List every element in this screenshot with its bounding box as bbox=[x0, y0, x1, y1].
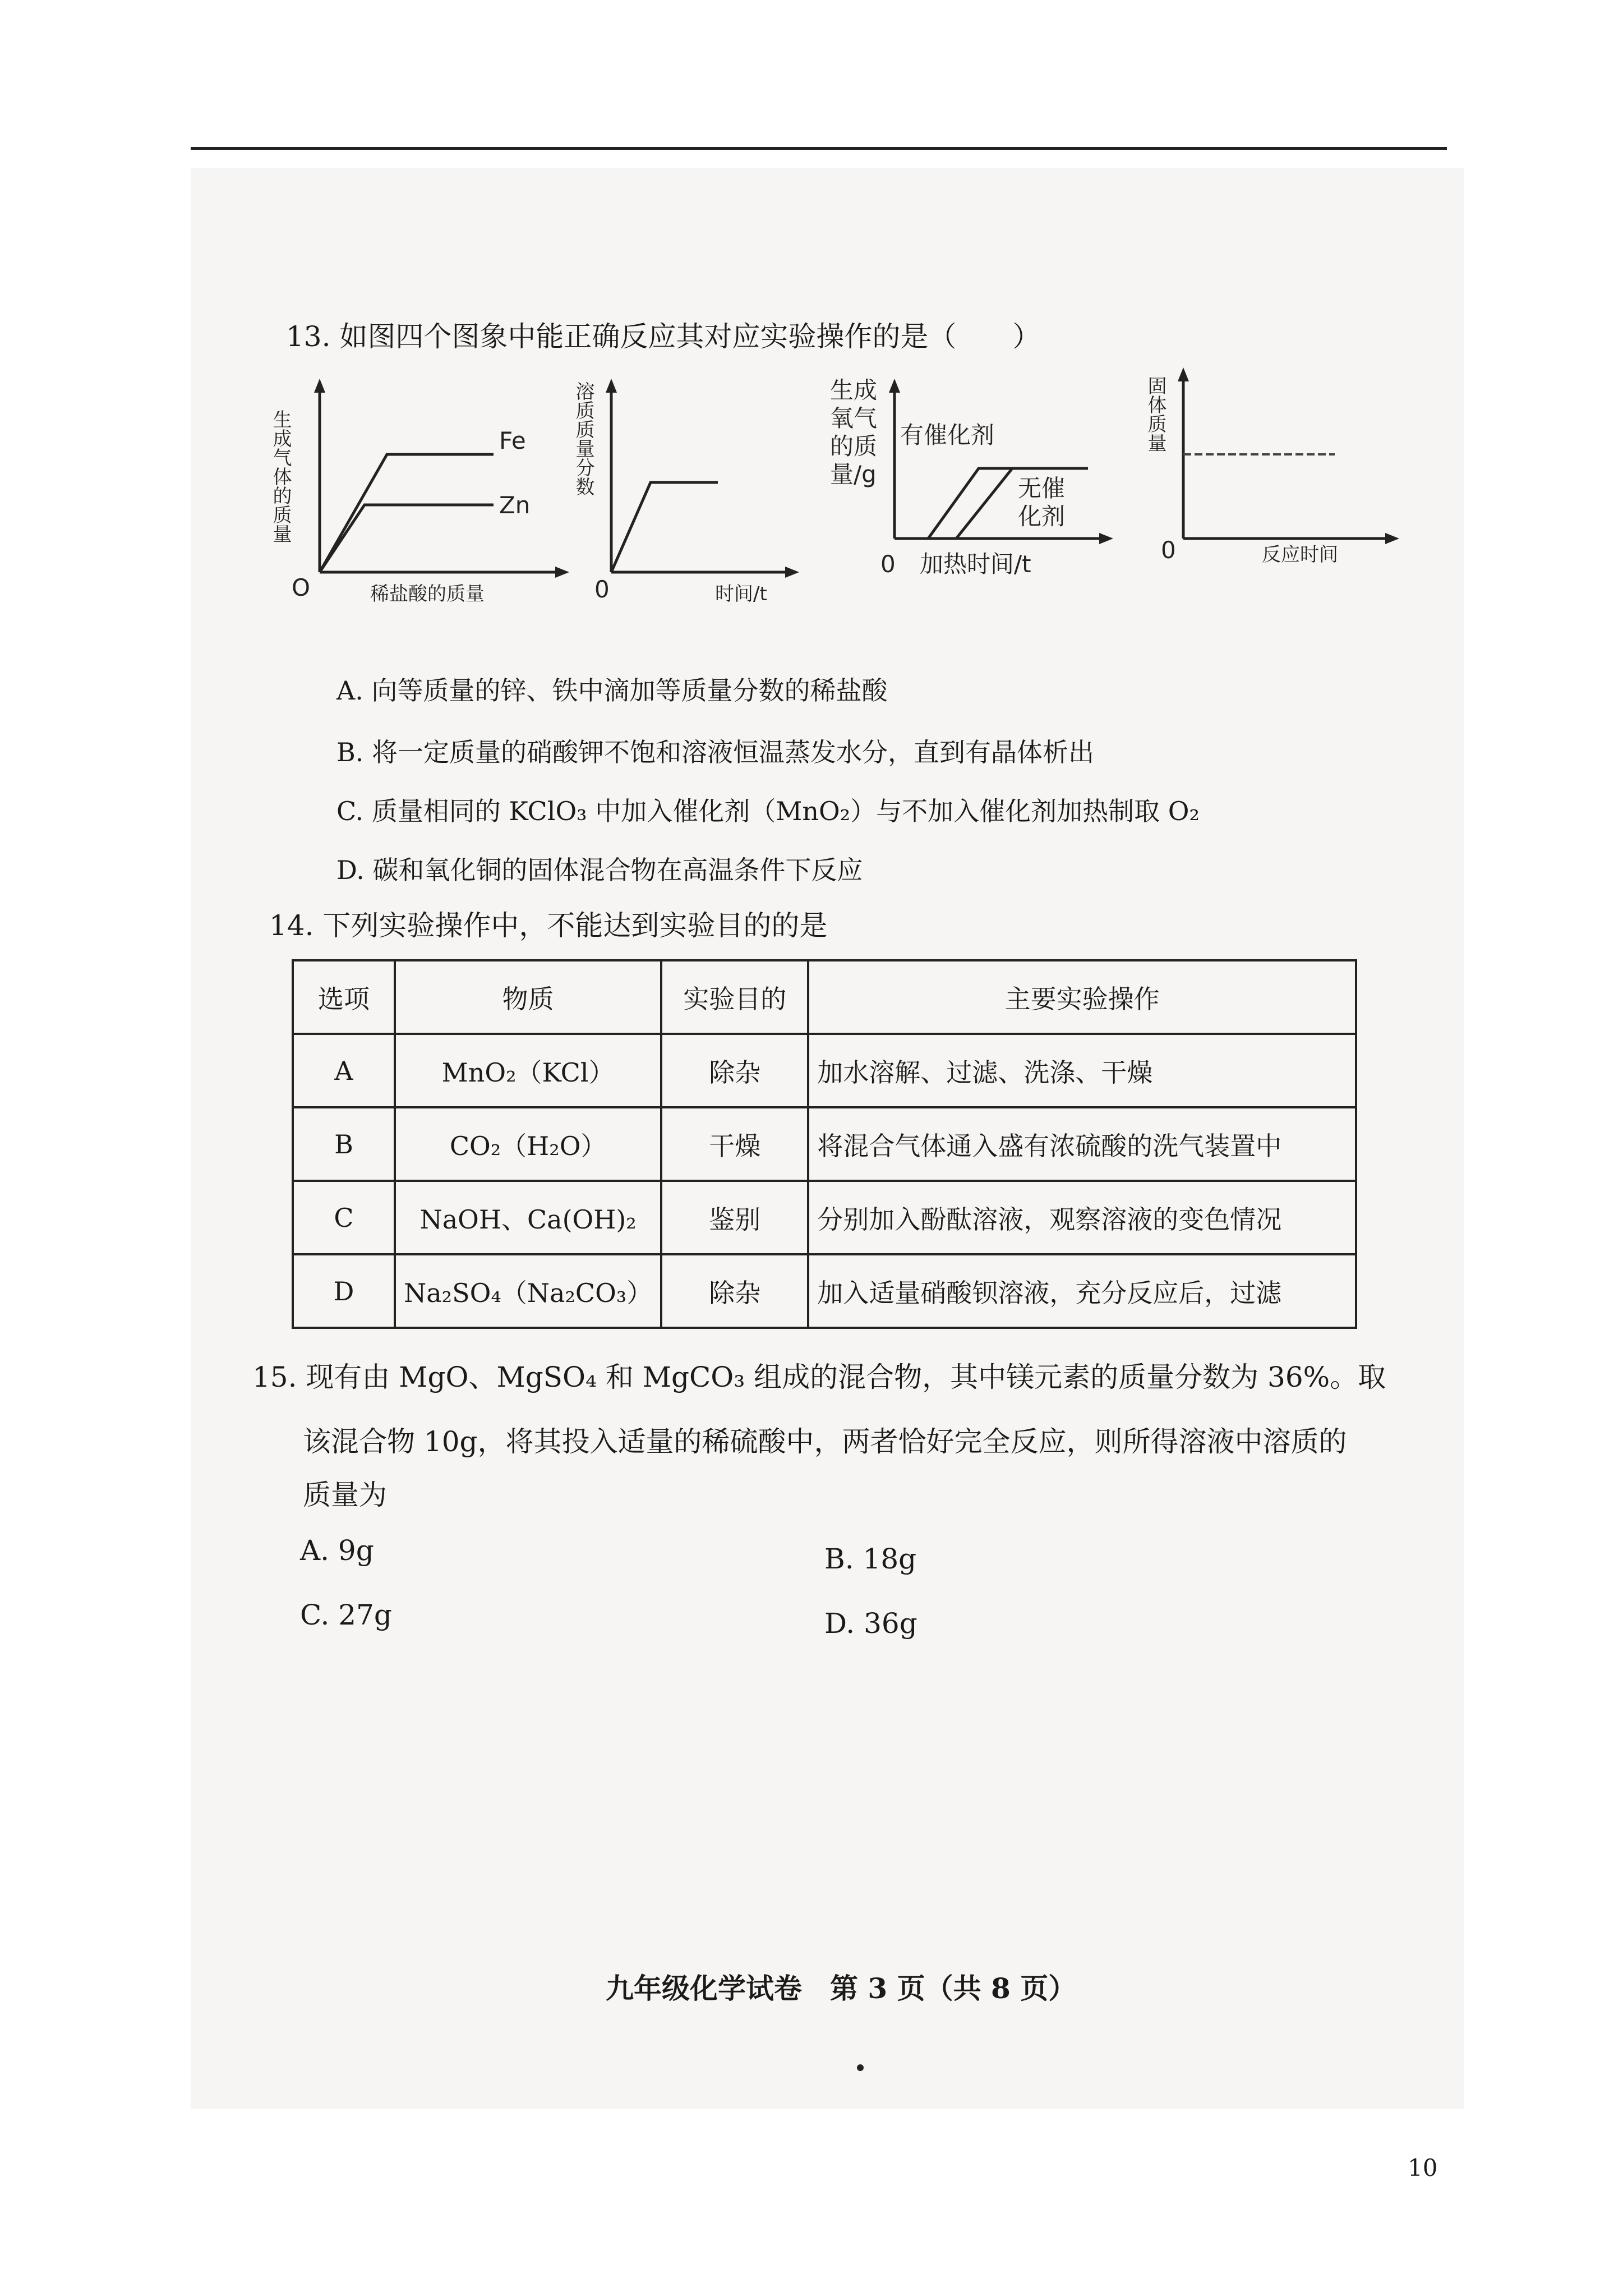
q15-line-3: 质量为 bbox=[303, 1479, 387, 1511]
graph3-ylabel-line-4: 量/g bbox=[830, 461, 877, 488]
graph3-origin: 0 bbox=[880, 550, 896, 578]
header-operation: 主要实验操作 bbox=[808, 960, 1356, 1034]
graph2-y-arrow-icon bbox=[606, 379, 617, 393]
row-b-substance: CO₂（H₂O） bbox=[395, 1107, 661, 1181]
graph3-y-arrow-icon bbox=[889, 379, 900, 393]
q13-stem: 13. 如图四个图象中能正确反应其对应实验操作的是（ ） bbox=[286, 320, 1041, 353]
table-row bbox=[293, 1034, 1356, 1107]
row-a-operation: 加水溶解、过滤、洗涤、干燥 bbox=[808, 1034, 1356, 1107]
graph3-no-catalyst-curve bbox=[956, 468, 1012, 539]
row-c-option: C bbox=[293, 1181, 395, 1254]
graph1-zn-curve bbox=[320, 505, 494, 572]
header-purpose: 实验目的 bbox=[661, 960, 808, 1034]
graph1-origin: O bbox=[292, 574, 311, 601]
q15-option-a: A. 9g bbox=[300, 1534, 374, 1567]
row-c-substance: NaOH、Ca(OH)₂ bbox=[395, 1181, 661, 1254]
graph1-xlabel: 稀盐酸的质量 bbox=[370, 583, 485, 605]
page-number: 10 bbox=[1408, 2154, 1438, 2182]
graph1-ylabel: 生成气体的质量 bbox=[269, 409, 292, 543]
q14-stem: 14. 下列实验操作中，不能达到实验目的的是 bbox=[269, 909, 828, 942]
graph2-ylabel: 溶质质量分数 bbox=[572, 381, 594, 496]
row-a-option: A bbox=[293, 1034, 395, 1107]
graph4-x-arrow-icon bbox=[1385, 533, 1399, 544]
row-b-operation: 将混合气体通入盛有浓硫酸的洗气装置中 bbox=[808, 1107, 1356, 1181]
q13-option-b: B. 将一定质量的硝酸钾不饱和溶液恒温蒸发水分，直到有晶体析出 bbox=[336, 737, 1095, 767]
graph2-curve bbox=[611, 482, 718, 572]
graph4-y-arrow-icon bbox=[1178, 367, 1189, 381]
q13-option-a: A. 向等质量的锌、铁中滴加等质量分数的稀盐酸 bbox=[336, 675, 888, 706]
q13-graph-4 bbox=[1144, 365, 1424, 569]
q13-graph-3 bbox=[824, 365, 1138, 608]
graph4-origin: 0 bbox=[1161, 536, 1176, 564]
header-option: 选项 bbox=[293, 960, 395, 1034]
table-row bbox=[293, 1254, 1356, 1328]
row-d-purpose: 除杂 bbox=[661, 1254, 808, 1328]
q15-option-b: B. 18g bbox=[824, 1543, 917, 1575]
q13-option-d: D. 碳和氧化铜的固体混合物在高温条件下反应 bbox=[336, 855, 863, 885]
graph3-series1-label: 有催化剂 bbox=[900, 421, 995, 449]
graph3-series2-line-1: 无催 bbox=[1018, 475, 1066, 502]
q15-line-2: 该混合物 10g，将其投入适量的稀硫酸中，两者恰好完全反应，则所得溶液中溶质的 bbox=[303, 1425, 1347, 1458]
row-b-purpose: 干燥 bbox=[661, 1107, 808, 1181]
q14-table bbox=[292, 959, 1357, 1329]
graph1-y-arrow-icon bbox=[314, 379, 325, 393]
table-row bbox=[293, 1107, 1356, 1181]
row-c-purpose: 鉴别 bbox=[661, 1181, 808, 1254]
q15-option-c: C. 27g bbox=[300, 1599, 392, 1631]
graph3-series2-line-2: 化剂 bbox=[1018, 503, 1066, 530]
graph4-ylabel: 固体质量 bbox=[1144, 376, 1166, 452]
table-header-row bbox=[293, 960, 1356, 1034]
page-footer: 九年级化学试卷 第 3 页（共 8 页） bbox=[606, 1972, 1077, 2005]
table-row bbox=[293, 1181, 1356, 1254]
q13-option-c: C. 质量相同的 KClO₃ 中加入催化剂（MnO₂）与不加入催化剂加热制取 O₂ bbox=[336, 796, 1200, 826]
q15-option-d: D. 36g bbox=[824, 1607, 917, 1640]
q13-graph-2 bbox=[566, 365, 819, 608]
graph3-xlabel: 加热时间/t bbox=[920, 550, 1031, 578]
graph2-origin: 0 bbox=[594, 576, 610, 603]
row-a-substance: MnO₂（KCl） bbox=[395, 1034, 661, 1107]
row-a-purpose: 除杂 bbox=[661, 1034, 808, 1107]
graph1-fe-curve bbox=[320, 454, 494, 572]
scan-dot bbox=[857, 2064, 864, 2071]
q15-line-1: 15. 现有由 MgO、MgSO₄ 和 MgCO₃ 组成的混合物，其中镁元素的质量分数为 36%。取 bbox=[252, 1361, 1386, 1393]
graph1-zn-label: Zn bbox=[499, 491, 531, 519]
graph3-ylabel-line-3: 的质 bbox=[830, 432, 878, 460]
graph4-xlabel: 反应时间 bbox=[1262, 544, 1338, 566]
graph2-xlabel: 时间/t bbox=[715, 583, 767, 605]
row-d-option: D bbox=[293, 1254, 395, 1328]
graph1-fe-label: Fe bbox=[499, 427, 526, 454]
row-c-operation: 分别加入酚酞溶液，观察溶液的变色情况 bbox=[808, 1181, 1356, 1254]
graph2-x-arrow-icon bbox=[785, 567, 799, 578]
graph3-ylabel-line-2: 氧气 bbox=[830, 404, 878, 432]
header-rule bbox=[191, 147, 1447, 150]
header-substance: 物质 bbox=[395, 960, 661, 1034]
graph3-ylabel-line-1: 生成 bbox=[830, 376, 878, 404]
q13-graph-1 bbox=[269, 365, 594, 608]
row-d-operation: 加入适量硝酸钡溶液，充分反应后，过滤 bbox=[808, 1254, 1356, 1328]
row-b-option: B bbox=[293, 1107, 395, 1181]
graph3-x-arrow-icon bbox=[1099, 533, 1113, 544]
row-d-substance: Na₂SO₄（Na₂CO₃） bbox=[395, 1254, 661, 1328]
